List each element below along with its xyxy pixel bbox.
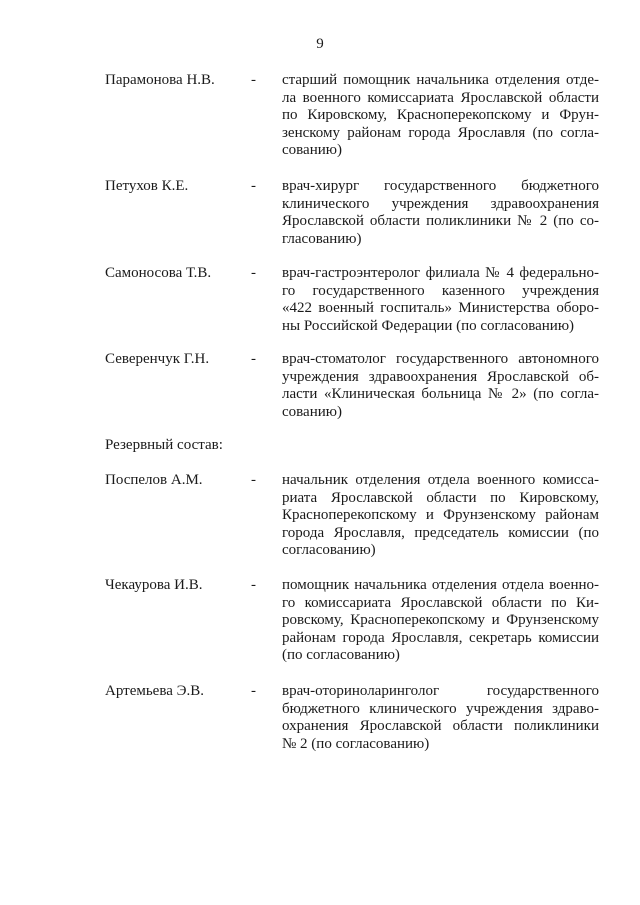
description-line: сованию)	[282, 142, 342, 158]
description-line: помощник начальника отделения отдела военно-	[282, 577, 599, 593]
description-line: города Ярославля, председатель комиссии (по	[282, 524, 599, 541]
member-name: Артемьева Э.В.	[105, 683, 205, 699]
separator-dash: -	[251, 265, 256, 281]
description-line: врач-хирург государственного бюджетного	[282, 178, 599, 194]
member-name: Парамонова Н.В.	[105, 72, 215, 88]
member-name: Чекаурова И.В.	[105, 577, 203, 593]
reserve-heading: Резервный состав:	[105, 437, 223, 453]
description-line: сованию)	[282, 403, 342, 420]
description-line: зенскому районам города Ярославля (по согла-	[282, 124, 599, 141]
description-line: врач-гастроэнтеролог филиала № 4 федерально-	[282, 265, 599, 281]
separator-dash: -	[251, 351, 256, 367]
member-name: Поспелов А.М.	[105, 472, 203, 488]
separator-dash: -	[251, 72, 256, 88]
separator-dash: -	[251, 178, 256, 194]
description-line: врач-стоматолог государственного автономного	[282, 351, 599, 367]
reserve-entry	[105, 577, 599, 665]
separator-dash: -	[251, 472, 256, 488]
description-line: гласованию)	[282, 230, 362, 247]
member-description	[282, 577, 599, 665]
description-line: согласованию)	[282, 542, 376, 558]
description-line: бюджетного клинического учреждения здраво-	[282, 700, 599, 717]
description-line: ровскому, Красноперекопскому и Фрунзенскому	[282, 612, 599, 628]
member-description	[282, 472, 599, 560]
description-line: охранения Ярославской области поликлиники	[282, 718, 599, 734]
reserve-entry	[105, 472, 599, 560]
member-description	[282, 178, 599, 248]
description-line: учреждения здравоохранения Ярославской об-	[282, 368, 599, 385]
description-line: риата Ярославской области по Кировскому,	[282, 489, 599, 506]
member-entry	[105, 265, 599, 335]
description-line: районам города Ярославля, секретарь комиссии	[282, 629, 599, 646]
description-line: № 2 (по согласованию)	[282, 735, 430, 752]
description-line: ласти «Клиническая больница № 2» (по согла-	[282, 386, 599, 402]
description-line: го государственного казенного учреждения	[282, 282, 599, 299]
separator-dash: -	[251, 577, 256, 593]
description-line: врач-оториноларинголог государственного	[282, 683, 599, 699]
member-description	[282, 72, 599, 160]
member-name: Петухов К.Е.	[105, 178, 189, 194]
description-line: ны Российской Федерации (по согласованию)	[282, 317, 575, 334]
member-entry	[105, 351, 599, 421]
description-line: Ярославской области поликлиники № 2 (по со-	[282, 213, 599, 229]
description-line: начальник отделения отдела военного комисса-	[282, 472, 599, 488]
member-name: Самоносова Т.В.	[105, 265, 212, 281]
member-description	[282, 265, 599, 335]
separator-dash: -	[251, 683, 256, 699]
description-line: клинического учреждения здравоохранения	[282, 195, 599, 212]
member-name: Северенчук Г.Н.	[105, 351, 210, 367]
member-description	[282, 351, 599, 421]
description-line: го комиссариата Ярославской области по Ки-	[282, 594, 599, 611]
reserve-entry	[105, 683, 599, 753]
description-line: (по согласованию)	[282, 647, 400, 663]
description-line: ла военного комиссариата Ярославской области	[282, 89, 599, 106]
member-entry	[105, 178, 599, 248]
description-line: Красноперекопскому и Фрунзенскому районам	[282, 507, 599, 523]
page-number: 9	[316, 36, 324, 52]
member-entry	[105, 72, 599, 160]
member-description	[282, 683, 599, 753]
description-line: «422 военный госпиталь» Министерства оборо-	[282, 300, 599, 316]
description-line: по Кировскому, Красноперекопскому и Фрун-	[282, 107, 599, 123]
description-line: старший помощник начальника отделения отде-	[282, 72, 599, 88]
